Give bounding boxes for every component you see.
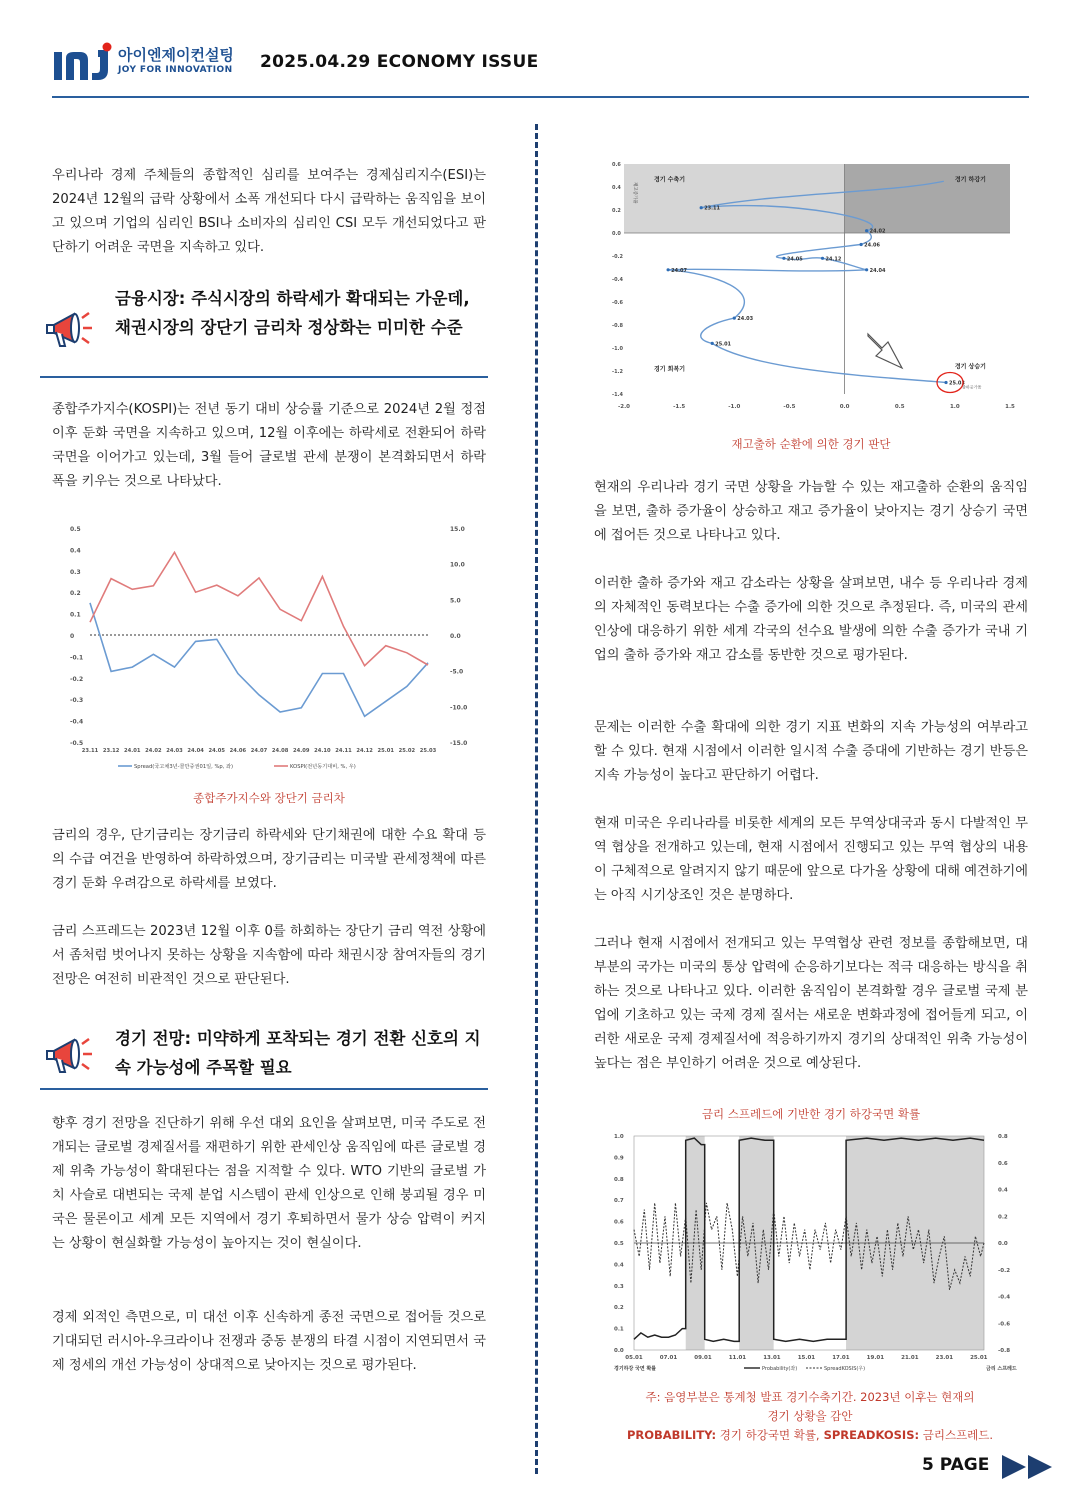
y-tick-label-right: 0.6 [998, 1160, 1008, 1167]
data-point-label: 24.06 [864, 242, 880, 249]
x-tick-label: 21.01 [901, 1355, 919, 1361]
y-tick-label-left: -0.2 [70, 675, 84, 683]
data-point-label: 24.02 [869, 228, 886, 235]
y-tick-label: -0.8 [612, 323, 623, 329]
data-point-label: 24.03 [737, 316, 754, 323]
x-tick-label: 09.01 [694, 1355, 712, 1361]
outlook-paragraph: 향후 경기 전망을 진단하기 위해 우선 대외 요인을 살펴보면, 미국 주도로 전개되는 글로벌 경제질서를 재편하기 위한 관세인상 움직임에 따른 글로벌 경제 위축 가능성이 확대된다는 점을 지적할 수 있다. WTO 기반의 글로벌 가치 사슬로 대변되는 국제 분업 시스템이 관세 인상으로 인해 붕괴될 경우 미국은 물론이고 세계 모든 지역에서 경기 후퇴하면서 물가 상승 압력이 커지는 상황이 현실화할 가능성이 높아지는 것이 현실이다. [52, 1116, 486, 1251]
series-line [90, 552, 428, 665]
y-tick-label-right: 0.8 [998, 1134, 1008, 1140]
y-tick-label: 0.2 [612, 208, 621, 214]
data-point [865, 229, 868, 232]
series-line [90, 603, 428, 716]
x-tick-label: 13.01 [763, 1355, 781, 1361]
y-tick-label-right: -0.4 [998, 1294, 1011, 1301]
data-point-label: 25.03 [949, 380, 965, 387]
y-tick-label-right: -10.0 [450, 704, 468, 712]
y-tick-label-right: 10.0 [450, 561, 465, 569]
column-divider [535, 124, 538, 1474]
inventory-shipment-cycle-chart-svg [610, 162, 1015, 416]
export-paragraph: 이러한 출하 증가와 재고 감소라는 상황을 살펴보면, 내수 등 우리나라 경제의 자체적인 동력보다는 수출 증가에 의한 것으로 추정된다. 즉, 미국의 관세 인상에 대응하기 위한 세계 각국의 선수요 발생에 의한 수출 증가가 국내 기업의 출하 증가와 재고 감소를 동반한 것으로 평가된다. [594, 576, 1028, 663]
y-tick-label-left: 0.3 [614, 1283, 624, 1290]
section-heading-economic-outlook [40, 1024, 488, 1090]
point-sublabel: 출하증가율 [962, 384, 982, 390]
chart-note [600, 1388, 1020, 1445]
x-tick-label: 0.5 [894, 404, 905, 410]
x-tick-label: 24.04 [187, 748, 204, 754]
right-axis-label: 금리 스프레드 [986, 1366, 1017, 1372]
x-tick-label: -2.0 [617, 404, 631, 410]
data-point [700, 206, 703, 209]
data-point-label: 24.04 [869, 267, 886, 274]
y-tick-label-left: 0.1 [70, 611, 81, 619]
x-tick-label: 11.01 [728, 1355, 747, 1361]
x-tick-label: 24.11 [335, 748, 352, 754]
y-tick-label-left: 0.5 [70, 526, 81, 533]
y-tick-label: -0.6 [612, 300, 623, 306]
intro-paragraph: 우리나라 경제 주체들의 종합적인 심리를 보여주는 경제심리지수(ESI)는 2024년 12월의 급락 상황에서 소폭 개선되다 다시 급락하는 움직임을 보이고 있으며 기업의 심리인 BSI나 소비자의 심리인 CSI 모두 개선되었다고 판단하기 어려운 국면을 지속하고 있다. [52, 168, 486, 255]
data-point [667, 268, 670, 271]
y-tick-label: -1.4 [612, 392, 623, 398]
legend-label: Probability(좌) [762, 1366, 798, 1372]
quadrant-shade [624, 164, 845, 233]
y-tick-label: -0.4 [612, 277, 623, 283]
x-tick-label: 25.01 [970, 1355, 988, 1361]
y-tick-label-right: 0.4 [998, 1187, 1008, 1194]
y-tick-label-left: -0.4 [70, 718, 84, 726]
y-tick-label-left: 0.4 [70, 547, 81, 555]
recession-probability-chart-svg [610, 1124, 1017, 1380]
y-tick-label-right: -0.6 [998, 1321, 1011, 1328]
data-point [944, 381, 947, 384]
sustainability-paragraph: 문제는 이러한 수출 확대에 의한 경기 지표 변화의 지속 가능성의 여부라고 할 수 있다. 현재 시점에서 이러한 일시적 수출 증대에 기반하는 경기 반등은 지속 가능성이 높다고 판단하기 어렵다. [594, 720, 1028, 783]
y-tick-label: -0.2 [612, 254, 623, 260]
y-tick-label-left: 0.9 [614, 1155, 624, 1162]
y-tick-label-left: 0.2 [70, 590, 81, 598]
data-point [733, 317, 736, 320]
x-tick-label: 24.12 [356, 748, 373, 754]
y-tick-label-left: -0.5 [70, 740, 84, 747]
megaphone-icon [44, 1032, 98, 1078]
y-tick-label-left: 0 [70, 633, 75, 640]
cycle-paragraph: 현재의 우리나라 경기 국면 상황을 가늠할 수 있는 재고출하 순환의 움직임을 보면, 출하 증가율이 상승하고 재고 증가율이 낮아지는 경기 상승기 국면에 접어든 것으로 나타나고 있다. [594, 480, 1028, 543]
x-tick-label: 23.01 [935, 1355, 954, 1361]
inventory-shipment-cycle-chart [610, 162, 1015, 416]
x-tick-label: 24.01 [124, 748, 141, 754]
y-tick-label: 0.4 [612, 185, 621, 191]
x-tick-label: -0.5 [783, 404, 796, 410]
note-line: 경기 상황을 감안 [767, 1409, 853, 1423]
x-tick-label: 24.06 [229, 748, 247, 754]
y-tick-label-left: 0.6 [614, 1219, 624, 1226]
note-key: SPREADKOSIS: [819, 1428, 920, 1442]
chart-caption: 재고출하 순환에 의한 경기 판단 [731, 437, 891, 451]
x-tick-label: 25.01 [377, 748, 394, 754]
x-tick-label: 24.02 [145, 748, 162, 754]
kospi-spread-chart [60, 518, 472, 774]
x-tick-label: -1.5 [673, 404, 686, 410]
spread-paragraph: 금리 스프레드는 2023년 12월 이후 0를 하회하는 장단기 금리 역전 상황에서 좀처럼 벗어나지 못하는 상황을 지속함에 따라 채권시장 참여자들의 경기 전망은 여전히 비관적인 것으로 판단된다. [52, 924, 486, 987]
legend-label: KOSPI(전년동기대비, %, 우) [290, 764, 356, 770]
x-tick-label: 23.12 [102, 748, 120, 754]
quadrant-label: 경기 회복기 [654, 366, 686, 373]
quadrant-label: 경기 하강기 [954, 176, 986, 184]
data-point [865, 268, 868, 271]
data-point-label: 24.07 [671, 267, 687, 274]
issue-title: 2025.04.29 ECONOMY ISSUE [260, 52, 539, 72]
y-tick-label-right: 0.2 [998, 1214, 1008, 1221]
y-tick-label-right: -5.0 [450, 668, 464, 676]
recession-probability-chart [610, 1124, 1017, 1380]
x-tick-label: 15.01 [797, 1355, 816, 1361]
data-point-label: 24.12 [825, 256, 842, 263]
y-tick-label-right: -0.8 [998, 1348, 1011, 1354]
note-key: PROBABILITY: [626, 1428, 717, 1442]
y-tick-label-left: 0.7 [614, 1198, 624, 1205]
note-value: 경기 하강국면 확률, [716, 1428, 820, 1442]
y-tick-label: 0.6 [612, 162, 621, 168]
data-point [711, 342, 714, 345]
megaphone-icon [44, 306, 98, 352]
x-tick-label: 24.05 [208, 748, 225, 754]
quadrant-label: 경기 상승기 [954, 363, 986, 371]
y-tick-label: -1.0 [612, 346, 623, 352]
x-tick-label: 1.5 [1005, 404, 1015, 410]
page-number: 5 PAGE [922, 1455, 990, 1475]
y-tick-label-left: 0.5 [614, 1241, 624, 1247]
note-value: 금리스프레드. [919, 1428, 994, 1442]
x-tick-label: 05.01 [625, 1355, 643, 1361]
x-tick-label: 07.01 [659, 1355, 678, 1361]
logo-korean-name: 아이엔제이컨설팅 [118, 46, 234, 64]
logo-tagline: JOY FOR INNOVATION [118, 65, 233, 75]
x-tick-label: 24.10 [314, 748, 331, 754]
y-tick-label-left: 0.8 [614, 1176, 624, 1183]
y-tick-label-left: 0.2 [614, 1305, 624, 1312]
x-tick-label: -1.0 [728, 404, 741, 410]
y-tick-label-right: -15.0 [450, 740, 468, 747]
y-tick-label-right: 5.0 [450, 597, 461, 605]
quadrant-label: 경기 수축기 [654, 176, 686, 184]
data-point [821, 257, 824, 260]
data-point-label: 24.05 [786, 256, 803, 263]
x-tick-label: 1.0 [949, 404, 960, 410]
y-tick-label-left: 0.3 [70, 568, 81, 576]
legend-label: Spread(국고채3년-콜만중권01일, %p, 좌) [134, 764, 234, 770]
y-tick-label-left: 1.0 [614, 1134, 624, 1140]
note-line: 주: 음영부분은 통계청 발표 경기수축기간. 2023년 이후는 현재의 [645, 1390, 975, 1404]
x-tick-label: 24.09 [293, 748, 310, 754]
legend-label: SpreadKOSIS(우) [824, 1366, 866, 1372]
y-tick-label-left: 0.4 [614, 1262, 624, 1269]
interest-rate-paragraph: 금리의 경우, 단기금리는 장기금리 하락세와 단기채권에 대한 수요 확대 등의 수급 여건을 반영하여 하락하였으며, 장기금리는 미국발 관세정책에 따른 경기 둔화 우려감으로 하락세를 보였다. [52, 828, 486, 891]
y-tick-label-left: -0.3 [70, 697, 84, 705]
y-tick-label-right: -0.2 [998, 1267, 1011, 1274]
section-title: 금융시장: 주식시장의 하락세가 확대되는 가운데, 채권시장의 장단기 금리차 정상화는 미미한 수준 [115, 289, 470, 337]
section-title: 경기 전망: 미약하게 포착되는 경기 전환 신호의 지속 가능성에 주목할 필요 [115, 1029, 481, 1077]
kospi-spread-chart-svg [60, 518, 472, 774]
x-tick-label: 25.03 [419, 748, 437, 754]
x-tick-label: 24.08 [271, 748, 289, 754]
y-tick-label-left: -0.1 [70, 654, 84, 662]
y-tick-label-right: 15.0 [450, 526, 465, 533]
trade-negotiation-paragraph: 현재 미국은 우리나라를 비롯한 세계의 모든 무역상대국과 동시 다발적인 무역 협상을 전개하고 있는데, 현재 시점에서 진행되고 있는 무역 협상의 내용이 구체적으로 알려지지 않기 때문에 앞으로 다가올 상황에 대해 예견하기에는 아직 시기상조인 것은 분명하다. [594, 816, 1028, 903]
company-logo [52, 42, 247, 84]
inj-logo-icon [52, 42, 118, 82]
x-tick-label: 25.02 [398, 748, 416, 754]
y-tick-label-left: 0.0 [614, 1348, 624, 1354]
direction-arrow-icon [868, 334, 902, 368]
data-point-label: 25.01 [715, 341, 732, 348]
data-point-label: 23.11 [704, 205, 721, 212]
trade-order-paragraph: 그러나 현재 시점에서 전개되고 있는 무역협상 관련 정보를 종합해보면, 대부분의 국가는 미국의 통상 압력에 순응하기보다는 적극 대응하는 방식을 취하는 것으로 나타나고 있다. 이러한 움직임이 본격화할 경우 글로벌 국제 분업에 기초하고 있는 국제 경제 질서는 새로운 변화과정에 접어들게 되고, 이러한 새로운 국제 경제질서에 적응하기까지 경기의 상대적인 위축 가능성이 높다는 점은 부인하기 어려운 것으로 예상된다. [594, 936, 1028, 1071]
data-point [782, 257, 785, 260]
chart-caption: 종합주가지수와 장단기 금리차 [193, 791, 345, 805]
x-tick-label: 24.07 [250, 748, 268, 754]
y-tick-label: -1.2 [612, 369, 623, 375]
x-tick-label: 19.01 [866, 1355, 885, 1361]
x-tick-label: 24.03 [166, 748, 183, 754]
double-arrow-right-icon [1000, 1453, 1056, 1481]
x-tick-label: 23.11 [81, 748, 99, 754]
left-axis-label: 경기하강 국면 확률 [614, 1366, 657, 1372]
chart-title: 금리 스프레드에 기반한 경기 하강국면 확률 [701, 1107, 921, 1121]
y-tick-label-left: 0.1 [614, 1326, 624, 1333]
y-axis-label: 재고증가율 [632, 182, 637, 204]
x-tick-label: 17.01 [832, 1355, 850, 1361]
section-heading-financial-market [40, 284, 488, 378]
data-point [860, 243, 863, 246]
kospi-paragraph: 종합주가지수(KOSPI)는 전년 동기 대비 상승률 기준으로 2024년 2월 정점 이후 둔화 국면을 지속하고 있으며, 12월 이후에는 하락세로 전환되어 하락 국면을 이어가고 있는데, 3월 들어 글로벌 관세 분쟁이 본격화되면서 하락 폭을 키우는 것으로 나타났다. [52, 402, 486, 489]
y-tick-label-right: 0.0 [998, 1241, 1008, 1247]
note-legend-line [600, 1426, 1020, 1445]
y-tick-label: 0.0 [612, 231, 621, 237]
page-header [52, 24, 1029, 98]
y-tick-label-right: 0.0 [450, 633, 461, 640]
geopolitics-paragraph: 경제 외적인 측면으로, 미 대선 이후 신속하게 종전 국면으로 접어들 것으로 기대되던 러시아-우크라이나 전쟁과 중동 분쟁의 타결 시점이 지연되면서 국제 정세의 개선 가능성이 상대적으로 낮아지는 것으로 평가된다. [52, 1310, 486, 1373]
x-tick-label: 0.0 [839, 404, 850, 410]
